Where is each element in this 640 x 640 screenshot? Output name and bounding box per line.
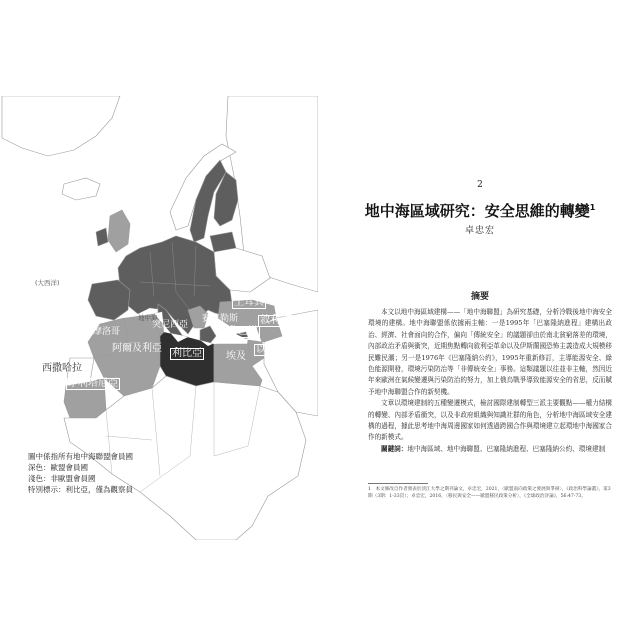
iberia [88,280,130,320]
ireland [96,228,108,246]
abstract-body [368,307,612,455]
abstract-heading: 摘要 [470,292,489,302]
keywords-label: 關鍵詞： [381,444,408,453]
map-page [0,96,318,540]
egypt-label: 埃及 [226,351,246,362]
cyprus-label: 賽普勒斯 [202,314,239,324]
legend-line-observer: 特別標示：利比亞，僅為觀察員 [28,485,133,494]
turkey-label: 土耳其 [234,297,264,308]
keywords-text: 地中海區域、地中海聯盟、巴塞隆納進程、巴塞隆納公約、環境建制 [407,444,606,453]
title-footnote-marker: 1 [589,203,596,212]
united-kingdom [108,210,130,252]
algeria-label: 阿爾及利亞 [112,343,162,354]
atlantic-ocean-label: (大西洋) [35,279,60,287]
abstract-paragraph-2: 文章以環境建制的五種變遷模式，檢討國際建制轉型三派主要觀點——權力結構的轉變、內部矛盾衝突，以及非政府組織與知識社群的角色，分析地中海區域安全建構的過程，據此思考地中海周邊國家如何透過跨國合作與環境建立起環地中海國家合作的新模式。 [368,399,612,442]
western-sahara-label: 西撒哈拉 [42,363,82,374]
mediterranean-label: 地中海 [138,314,158,322]
article-page [330,150,612,520]
greenland [2,96,120,156]
footnote-rule [368,483,428,484]
chapter-title [330,200,630,221]
legend-line-non-eu: 淺色：非歐盟會員國 [28,474,96,483]
legend-line-eu: 深色：歐盟會員國 [28,463,88,472]
abstract-paragraph-1: 本文以地中海區域建構——「地中海聯盟」為研究基礎，分析冷戰後地中海安全環境的建構。地中海聯盟係依據兩主軸：一是1995年「巴塞隆納進程」建構出政治、經濟、社會面向的合作，偏向「傳統安全」的議題卻由於南北貧窮落差的環境，內部政治矛盾與衝突，近期焦點轉向敘利亞革命以及伊斯蘭國恐怖主義造成大規模移民難民潮；另一是1976年《巴塞隆納公約》，1995年重新修訂，主導能源安全、綠色能源開發，環境污染防治等「非傳統安全」事務。這類議題以往並非主軸，然因近年來歐洲在氣候變遷與污染防治的努力，加上俄烏戰爭導致能源安全的省思，反而賦予地中海聯盟合作的新契機。 [368,308,612,396]
author-name: 卓忠宏 [464,226,495,236]
israel-label: 以色列 [256,344,286,355]
iceland [62,178,100,200]
libya-label: 利比亞 [172,348,202,359]
chapter-title-text: 地中海區域研究：安全思維的轉變 [364,202,590,220]
morocco-label: 摩洛哥 [93,327,121,337]
lebanon-label: 黎巴嫩 [228,326,258,337]
footnote: 1 本文修改自作者發表於淡江大學之期刊論文，卓忠宏，2021，〈歐盟南向政策之發展與爭辯〉，《政治科學論叢》，第3期（3期：1-33頁）；卓忠宏，2016，〈移民與安全——歐盟移民政策分析〉，《全球政治評論》，56:47-73。 [368,487,611,499]
keywords-line [368,444,612,455]
chapter-number: 2 [477,180,483,190]
map-legend [28,451,208,495]
syria-label: 敘利亞 [260,315,290,326]
legend-line-members: 圖中係指所有地中海聯盟會員國 [28,452,133,461]
tunisia-label: 突尼西亞 [152,320,189,330]
mauritania-label: 茅利塔尼亞 [68,378,118,389]
